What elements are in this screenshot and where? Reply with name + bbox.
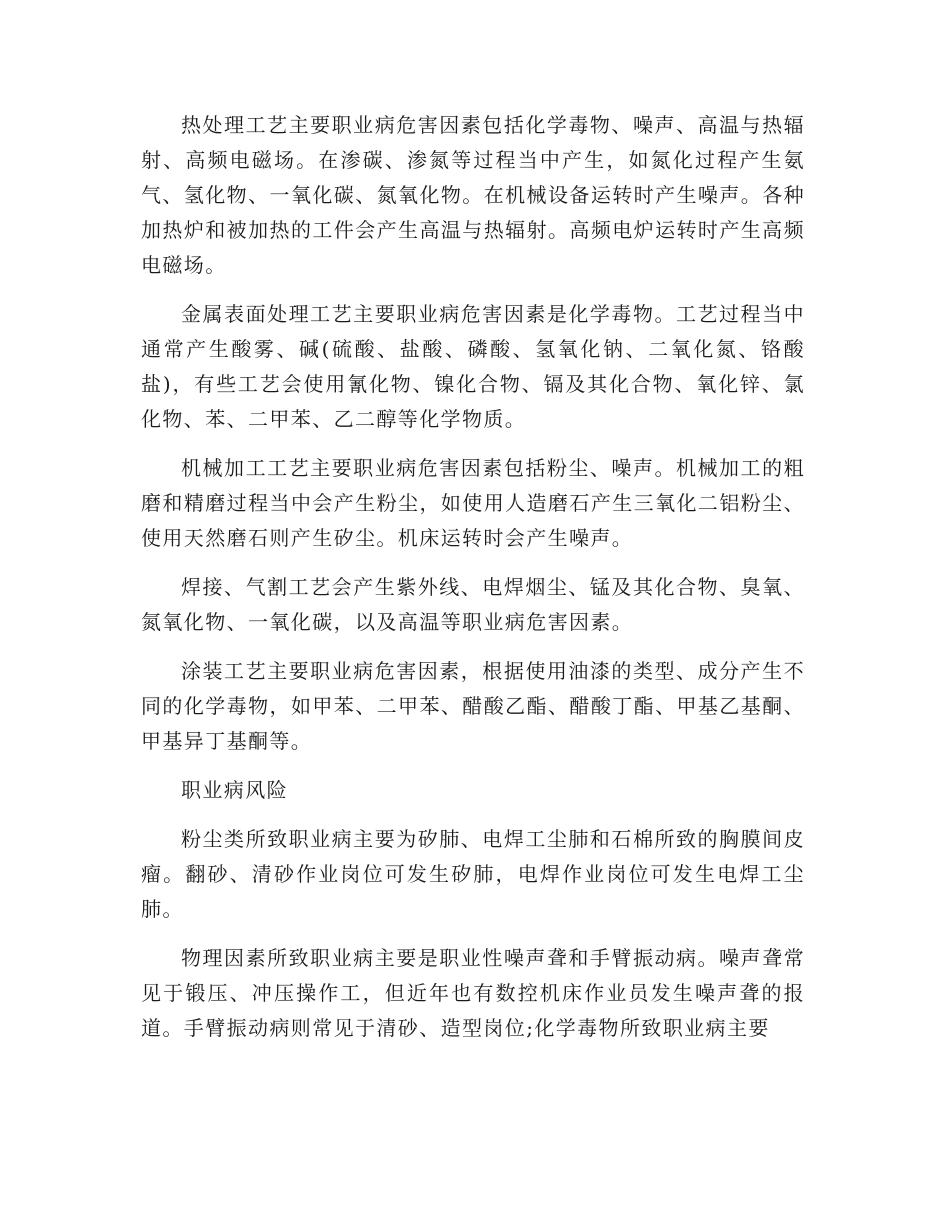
paragraph-dust-diseases: 粉尘类所致职业病主要为矽肺、电焊工尘肺和石棉所致的胸膜间皮瘤。翻砂、清砂作业岗位可发生矽肺，电焊作业岗位可发生电焊工尘肺。 [141,827,805,921]
paragraph-coating: 涂装工艺主要职业病危害因素，根据使用油漆的类型、成分产生不同的化学毒物，如甲苯、二甲苯、醋酸乙酯、醋酸丁酯、甲基乙基酮、甲基异丁基酮等。 [141,659,805,753]
paragraph-physical-factors: 物理因素所致职业病主要是职业性噪声聋和手臂振动病。噪声聋常见于锻压、冲压操作工，但近年也有数控机床作业员发生噪声聋的报道。手臂振动病则常见于清砂、造型岗位;化学毒物所致职业病主要 [141,946,805,1040]
paragraph-machining: 机械加工工艺主要职业病危害因素包括粉尘、噪声。机械加工的粗磨和精磨过程当中会产生粉尘，如使用人造磨石产生三氧化二铝粉尘、使用天然磨石则产生矽尘。机床运转时会产生噪声。 [141,456,805,550]
section-heading-occupational-risk: 职业病风险 [181,778,288,802]
paragraph-heat-treatment: 热处理工艺主要职业病危害因素包括化学毒物、噪声、高温与热辐射、高频电磁场。在渗碳、渗氮等过程当中产生，如氮化过程产生氨气、氢化物、一氧化碳、氮氧化物。在机械设备运转时产生噪声。各种加热炉和被加热的工件会产生高温与热辐射。高频电炉运转时产生高频电磁场。 [141,113,805,277]
document-body [141,108,805,1060]
paragraph-welding: 焊接、气割工艺会产生紫外线、电焊烟尘、锰及其化合物、臭氧、氮氧化物、一氧化碳，以及高温等职业病危害因素。 [141,575,805,634]
paragraph-surface-treatment: 金属表面处理工艺主要职业病危害因素是化学毒物。工艺过程当中通常产生酸雾、碱(硫酸、盐酸、磷酸、氢氧化钠、二氧化氮、铬酸盐)，有些工艺会使用氰化物、镍化合物、镉及其化合物、氧化锌、氯化物、苯、二甲苯、乙二醇等化学物质。 [141,302,805,431]
